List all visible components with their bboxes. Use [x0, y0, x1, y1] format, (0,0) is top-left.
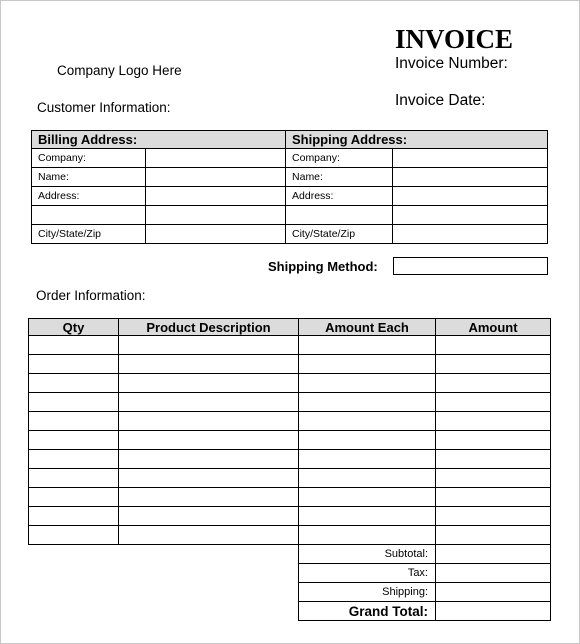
amount-each-cell[interactable]: [299, 526, 436, 545]
product-description-cell[interactable]: [119, 431, 299, 450]
billing-address-field[interactable]: [146, 187, 286, 206]
amount-cell[interactable]: [436, 488, 551, 507]
customer-information-label: Customer Information:: [37, 100, 171, 115]
shipping-method-label: Shipping Method:: [268, 259, 378, 274]
totals-table: [298, 544, 551, 621]
qty-cell[interactable]: [29, 488, 119, 507]
amount-each-cell[interactable]: [299, 412, 436, 431]
shipping-address2-field[interactable]: [393, 206, 548, 225]
order-row: [29, 393, 551, 412]
billing-address-header: Billing Address:: [32, 131, 286, 149]
shipping-company-label: Company:: [286, 149, 393, 168]
product-description-cell[interactable]: [119, 507, 299, 526]
amount-cell[interactable]: [436, 431, 551, 450]
address-row-address-2: [32, 206, 548, 225]
invoice-number-label: Invoice Number:: [395, 55, 508, 72]
product-description-cell[interactable]: [119, 526, 299, 545]
shipping-company-field[interactable]: [393, 149, 548, 168]
order-row: [29, 412, 551, 431]
product-description-cell[interactable]: [119, 355, 299, 374]
invoice-title: INVOICE: [395, 24, 513, 54]
product-description-cell[interactable]: [119, 450, 299, 469]
shipping-name-label: Name:: [286, 168, 393, 187]
billing-address2-field[interactable]: [146, 206, 286, 225]
grand-total-label: Grand Total:: [299, 602, 436, 621]
order-row: [29, 355, 551, 374]
grand-total-row: [299, 602, 551, 621]
qty-cell[interactable]: [29, 412, 119, 431]
address-row-name: [32, 168, 548, 187]
amount-each-cell[interactable]: [299, 336, 436, 355]
amount-cell[interactable]: [436, 393, 551, 412]
qty-cell[interactable]: [29, 393, 119, 412]
tax-label: Tax:: [299, 564, 436, 583]
shipping-label: Shipping:: [299, 583, 436, 602]
billing-city-label: City/State/Zip: [32, 225, 146, 244]
billing-city-field[interactable]: [146, 225, 286, 244]
product-description-cell[interactable]: [119, 469, 299, 488]
address-row-company: [32, 149, 548, 168]
address-row-city-state-zip: [32, 225, 548, 244]
order-row: [29, 336, 551, 355]
amount-column-header: Amount: [436, 319, 551, 336]
billing-company-field[interactable]: [146, 149, 286, 168]
billing-address2-label: [32, 206, 146, 225]
qty-cell[interactable]: [29, 507, 119, 526]
amount-each-cell[interactable]: [299, 507, 436, 526]
amount-cell[interactable]: [436, 355, 551, 374]
shipping-address-label: Address:: [286, 187, 393, 206]
product-description-cell[interactable]: [119, 488, 299, 507]
billing-name-label: Name:: [32, 168, 146, 187]
amount-cell[interactable]: [436, 450, 551, 469]
order-row: [29, 374, 551, 393]
subtotal-label: Subtotal:: [299, 545, 436, 564]
order-row: [29, 526, 551, 545]
subtotal-field[interactable]: [436, 545, 551, 564]
shipping-city-label: City/State/Zip: [286, 225, 393, 244]
amount-each-cell[interactable]: [299, 450, 436, 469]
billing-company-label: Company:: [32, 149, 146, 168]
amount-each-cell[interactable]: [299, 488, 436, 507]
subtotal-row: [299, 545, 551, 564]
product-description-cell[interactable]: [119, 374, 299, 393]
tax-field[interactable]: [436, 564, 551, 583]
amount-cell[interactable]: [436, 507, 551, 526]
shipping-address-header: Shipping Address:: [286, 131, 548, 149]
shipping-field[interactable]: [436, 583, 551, 602]
qty-cell[interactable]: [29, 431, 119, 450]
shipping-name-field[interactable]: [393, 168, 548, 187]
product-description-cell[interactable]: [119, 412, 299, 431]
amount-cell[interactable]: [436, 526, 551, 545]
order-row: [29, 507, 551, 526]
billing-address-label: Address:: [32, 187, 146, 206]
amount-each-cell[interactable]: [299, 431, 436, 450]
order-row: [29, 488, 551, 507]
qty-cell[interactable]: [29, 526, 119, 545]
order-table: [28, 318, 551, 545]
qty-column-header: Qty: [29, 319, 119, 336]
order-information-label: Order Information:: [36, 288, 146, 303]
amount-each-cell[interactable]: [299, 374, 436, 393]
order-row: [29, 469, 551, 488]
company-logo-placeholder: Company Logo Here: [57, 63, 182, 78]
shipping-city-field[interactable]: [393, 225, 548, 244]
amount-each-cell[interactable]: [299, 469, 436, 488]
order-header-row: [29, 319, 551, 336]
qty-cell[interactable]: [29, 336, 119, 355]
qty-cell[interactable]: [29, 374, 119, 393]
order-row: [29, 450, 551, 469]
amount-each-column-header: Amount Each: [299, 319, 436, 336]
billing-name-field[interactable]: [146, 168, 286, 187]
qty-cell[interactable]: [29, 469, 119, 488]
order-row: [29, 431, 551, 450]
amount-cell[interactable]: [436, 336, 551, 355]
product-description-column-header: Product Description: [119, 319, 299, 336]
shipping-method-field[interactable]: [393, 257, 548, 275]
tax-row: [299, 564, 551, 583]
invoice-date-label: Invoice Date:: [395, 92, 486, 109]
product-description-cell[interactable]: [119, 393, 299, 412]
product-description-cell[interactable]: [119, 336, 299, 355]
shipping-address2-label: [286, 206, 393, 225]
amount-cell[interactable]: [436, 412, 551, 431]
amount-cell[interactable]: [436, 469, 551, 488]
amount-cell[interactable]: [436, 374, 551, 393]
shipping-row: [299, 583, 551, 602]
shipping-address-field[interactable]: [393, 187, 548, 206]
address-table: [31, 130, 548, 244]
grand-total-field[interactable]: [436, 602, 551, 621]
address-row-address: [32, 187, 548, 206]
qty-cell[interactable]: [29, 450, 119, 469]
qty-cell[interactable]: [29, 355, 119, 374]
amount-each-cell[interactable]: [299, 355, 436, 374]
amount-each-cell[interactable]: [299, 393, 436, 412]
